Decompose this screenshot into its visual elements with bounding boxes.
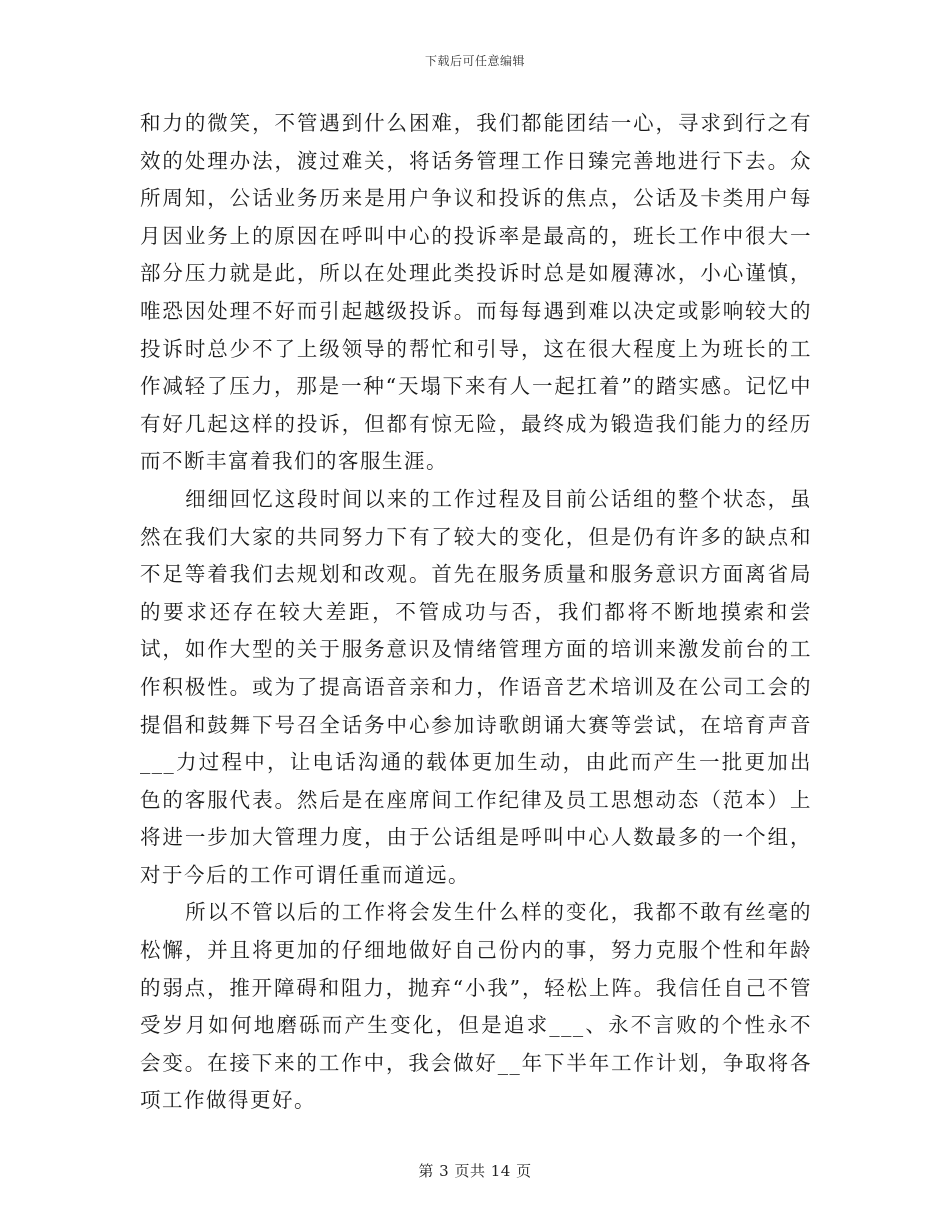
paragraph-3: 所以不管以后的工作将会发生什么样的变化，我都不敢有丝毫的松懈，并且将更加的仔细地做好自己份内的事，努力克服个性和年龄的弱点，推开障碍和阻力，抛弃“小我”，轻松上阵。我信任自己不管受岁月如何地磨砾而产生变化，但是追求___、永不言败的个性永不会变。在接下来的工作中，我会做好__年下半年工作计划，争取将各项工作做得更好。: [140, 900, 812, 1113]
paragraph-1: 和力的微笑，不管遇到什么困难，我们都能团结一心，寻求到行之有效的处理办法，渡过难关，将话务管理工作日臻完善地进行下去。众所周知，公话业务历来是用户争议和投诉的焦点，公话及卡类用户每月因业务上的原因在呼叫中心的投诉率是最高的，班长工作中很大一部分压力就是此，所以在处理此类投诉时总是如履薄冰，小心谨慎，唯恐因处理不好而引起越级投诉。而每每遇到难以决定或影响较大的投诉时总少不了上级领导的帮忙和引导，这在很大程度上为班长的工作减轻了压力，那是一种“天塌下来有人一起扛着”的踏实感。记忆中有好几起这样的投诉，但都有惊无险，最终成为锻造我们能力的经历而不断丰富着我们的客服生涯。: [140, 111, 812, 474]
page-number: 第 3 页共 14 页: [418, 1162, 532, 1180]
paragraph-2: 细细回忆这段时间以来的工作过程及目前公话组的整个状态，虽然在我们大家的共同努力下有了较大的变化，但是仍有许多的缺点和不足等着我们去规划和改观。首先在服务质量和服务意识方面离省局的要求还存在较大差距，不管成功与否，我们都将不断地摸索和尝试，如作大型的关于服务意识及情绪管理方面的培训来激发前台的工作积极性。或为了提高语音亲和力，作语音艺术培训及在公司工会的提倡和鼓舞下号召全话务中心参加诗歌朗诵大赛等尝试，在培育声音___力过程中，让电话沟通的载体更加生动，由此而产生一批更加出色的客服代表。然后是在座席间工作纪律及员工思想动态（范本）上将进一步加大管理力度，由于公话组是呼叫中心人数最多的一个组，对于今后的工作可谓任重而道远。: [140, 486, 812, 887]
document-body: [140, 105, 812, 1120]
page-header: 下载后可任意编辑: [424, 54, 525, 68]
